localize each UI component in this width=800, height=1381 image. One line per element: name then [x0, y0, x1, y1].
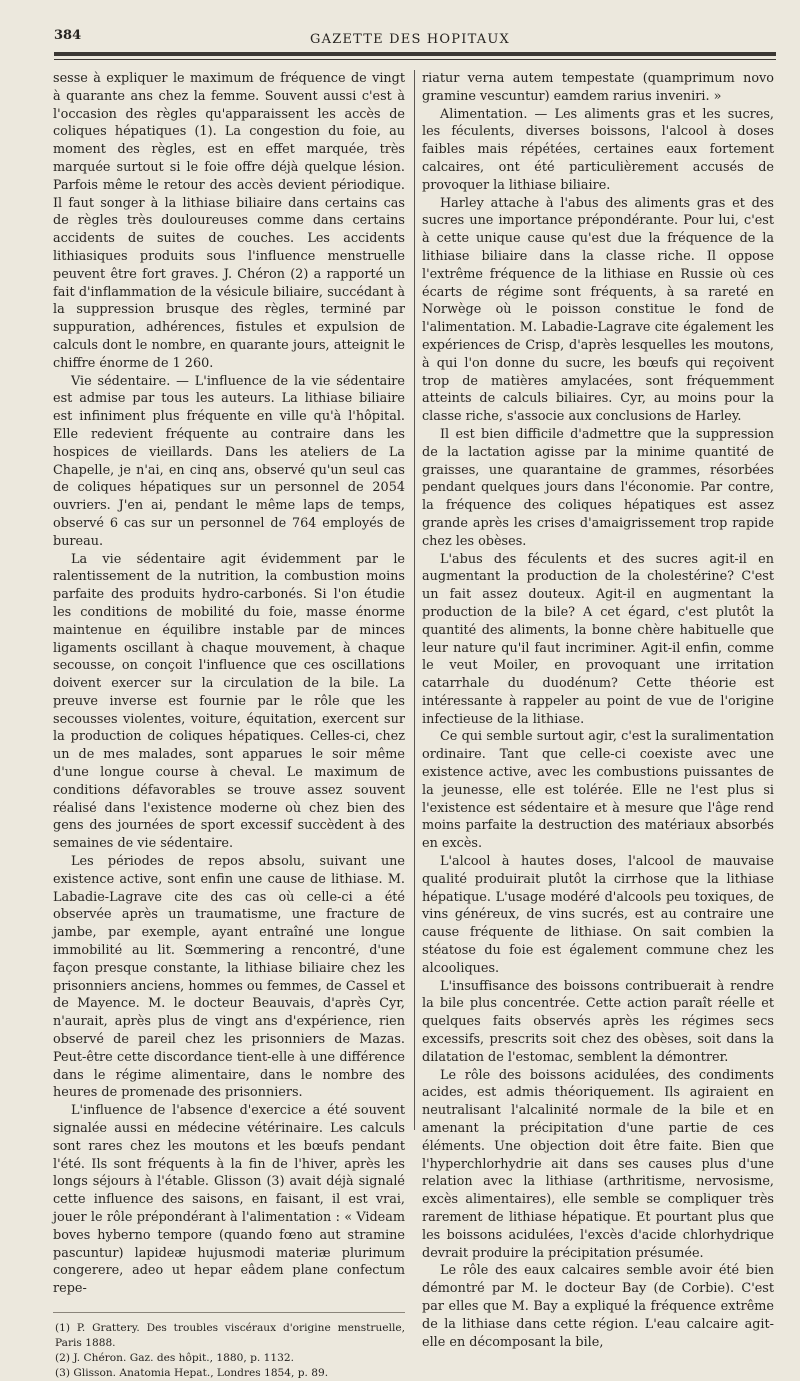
column-divider: [414, 70, 415, 1130]
right-paragraph-5: L'abus des féculents et des sucres agit-il en augmentant la production de la cholestérine? C'est un fait assez douteux. Agit-il en augmentant la production de la bile? A cet égard, c'est plutôt la quantité des aliments, la bonne chère habituelle que leur nature qu'il faut incriminer. Agit-il enfin, comme le veut Moiler, en provoquant une irritation catarrhale du duodénum? Cette théorie est intéressante à rappeler au point de vue de l'origine infectieuse de la lithiase.: [422, 551, 774, 727]
footnote-divider: [53, 1312, 405, 1313]
right-paragraph-4: Il est bien difficile d'admettre que la suppression de la lactation agisse par la minime quantité de graisses, une quarantaine de grammes, résorbées pendant quelques jours dans l'économie. Par contre, la fréquence des coliques hépatiques est assez grande après les crises d'amaigrissement trop rapide chez les obèses.: [422, 426, 774, 549]
right-column: [422, 70, 774, 1351]
header-rule-thick: [54, 52, 776, 56]
journal-title: GAZETTE DES HOPITAUX: [310, 32, 510, 47]
left-paragraph-2: Vie sédentaire. — L'influence de la vie sédentaire est admise par tous les auteurs. La lithiase biliaire est infiniment plus fréquente en ville qu'à l'hôpital. Elle redevient fréquente au contraire dans les hospices de vieillards. Dans les ateliers de La Chapelle, je n'ai, en cinq ans, observé qu'un seul cas de coliques hépatiques sur un personnel de 2054 ouvriers. J'en ai, pendant le même laps de temps, observé 6 cas sur un personnel de 764 employés de bureau.: [53, 373, 405, 549]
footnote-3: (3) Glisson. Anatomia Hepat., Londres 1854, p. 89.: [55, 1366, 329, 1379]
right-paragraph-9: Le rôle des boissons acidulées, des condiments acides, est admis théoriquement. Ils agiraient en neutralisant l'alcalinité normale de la bile et en amenant la précipitation d'une partie de ces éléments. Une objection doit être faite. Bien que l'hyperchlorhydrie ait dans ses causes plus d'une relation avec la lithiase (arthritisme, nervosisme, excès alimentaires), elle semble se compliquer très rarement de lithiase hépatique. Et pourtant plus que les boissons acidulées, l'excès d'acide chlorhydrique devrait produire la précipitation présumée.: [422, 1067, 774, 1261]
left-paragraph-3: La vie sédentaire agit évidemment par le ralentissement de la nutrition, la combustion moins parfaite des produits hydro-carbonés. Si l'on étudie les conditions de mobilité du foie, masse énorme maintenue en équilibre instable par de minces ligaments oscillant à chaque mouvement, à chaque secousse, on conçoit l'influence que ces oscillations doivent exercer sur la circulation de la bile. La preuve inverse est fournie par le rôle que les secousses violentes, voiture, équitation, exercent sur la production de coliques hépatiques. Celles-ci, chez un de mes malades, sont apparues le soir même d'une longue course à cheval. Le maximum de conditions défavorables se trouve assez souvent réalisé dans l'existence moderne où chez bien des gens des journées de sport excessif succèdent à des semaines de vie sédentaire.: [53, 551, 405, 852]
right-paragraph-7: L'alcool à hautes doses, l'alcool de mauvaise qualité produirait plutôt la cirrhose que la lithiase hépatique. L'usage modéré d'alcools peu toxiques, de vins généreux, de vins sucrés, est au contraire une cause fréquente de lithiase. On sait combien la stéatose du foie est également commune chez les alcooliques.: [422, 854, 774, 976]
footnote-2: (2) J. Chéron. Gaz. des hôpit., 1880, p. 1132.: [55, 1351, 294, 1364]
left-paragraph-4: Les périodes de repos absolu, suivant une existence active, sont enfin une cause de lithiase. M. Labadie-Lagrave cite des cas où celle-ci a été observée après un traumatisme, une fracture de jambe, par exemple, ayant entraîné une longue immobilité au lit. Sœmmering a rencontré, d'une façon presque constante, la lithiase biliaire chez les prisonniers anciens, hommes ou femmes, de Cassel et de Mayence. M. le docteur Beauvais, d'après Cyr, n'aurait, après plus de vingt ans d'expérience, rien observé de pareil chez les prisonniers de Mazas. Peut-être cette discordance tient-elle à une différence dans le régime alimentaire, dans le nombre des heures de promenade des prisonniers.: [53, 854, 405, 1101]
footnotes: [53, 1321, 405, 1381]
right-paragraph-3: Harley attache à l'abus des aliments gras et des sucres une importance prépondérante. Pour lui, c'est à cette unique cause qu'est due la fréquence de la lithiase biliaire dans la classe riche. Il oppose l'extrême fréquence de la lithiase en Russie où ces écarts de régime sont fréquents, à sa rareté en Norwège où le poisson constitue le fond de l'alimentation. M. Labadie-Lagrave cite également les expériences de Crisp, d'après lesquelles les moutons, à qui l'on donne du sucre, les bœufs qui reçoivent trop de matières amylacées, sont fréquemment atteints de calculs biliaires. Cyr, au moins pour la classe riche, s'associe aux conclusions de Harley.: [422, 195, 774, 425]
page-number: 384: [54, 28, 82, 43]
header-rule-thin: [54, 59, 776, 60]
left-column: [53, 70, 405, 1381]
left-paragraph-1: sesse à expliquer le maximum de fréquence de vingt à quarante ans chez la femme. Souvent aussi c'est à l'occasion des règles qu'apparaissent les accès de coliques hépatiques (1). La congestion du foie, au moment des règles, est en effet marquée, très marquée surtout si le foie offre déjà quelque lésion. Parfois même le retour des accès devient périodique. Il faut songer à la lithiase biliaire dans certains cas de règles très douloureuses comme dans certains accidents de suites de couches. Les accidents lithiasiques produits sous l'influence menstruelle peuvent être fort graves. J. Chéron (2) a rapporté un fait d'inflammation de la vésicule biliaire, succédant à la suppression brusque des règles, terminé par suppuration, adhérences, fistules et expulsion de calculs dont le nombre, en quarante jours, atteignit le chiffre énorme de 1 260.: [53, 71, 405, 371]
right-paragraph-6: Ce qui semble surtout agir, c'est la suralimentation ordinaire. Tant que celle-ci coexiste avec une existence active, avec les combustions puissantes de la jeunesse, elle est tolérée. Elle ne l'est plus si l'existence est sédentaire et à mesure que l'âge rend moins parfaite la destruction des matériaux absorbés en excès.: [422, 729, 774, 852]
left-paragraph-5: L'influence de l'absence d'exercice a été souvent signalée aussi en médecine vétérinaire. Les calculs sont rares chez les moutons et les bœufs pendant l'été. Ils sont fréquents à la fin de l'hiver, après les longs séjours à l'étable. Glisson (3) avait déjà signalé cette influence des saisons, en faisant, il est vrai, jouer le rôle prépondérant à l'alimentation : « Videam boves hyberno tempore (quando fœno aut stramine pascuntur) lapideæ hujusmodi materiæ plurimum congerere, adeo ut hepar eâdem plane confectum repe-: [53, 1103, 405, 1297]
page-header: [54, 28, 766, 50]
footnote-1: (1) P. Grattery. Des troubles viscéraux d'origine menstruelle, Paris 1888.: [55, 1321, 405, 1349]
right-paragraph-2: Alimentation. — Les aliments gras et les sucres, les féculents, diverses boissons, l'alcool à doses faibles mais répétées, certaines eaux fortement calcaires, ont été particulièrement accusés de provoquer la lithiase biliaire.: [422, 106, 774, 193]
right-paragraph-10: Le rôle des eaux calcaires semble avoir été bien démontré par M. le docteur Bay (de Corbie). C'est par elles que M. Bay a expliqué la fréquence extrême de la lithiase dans cette région. L'eau calcaire agit-elle en décomposant la bile,: [422, 1263, 774, 1350]
right-paragraph-1: riatur verna autem tempestate (quamprimum novo gramine vescuntur) eamdem rarius inveniri. »: [422, 71, 774, 104]
right-paragraph-8: L'insuffisance des boissons contribuerait à rendre la bile plus concentrée. Cette action paraît réelle et quelques faits observés après les régimes secs excessifs, prescrits soit chez des obèses, soit dans la dilatation de l'estomac, semblent la démontrer.: [422, 978, 774, 1065]
